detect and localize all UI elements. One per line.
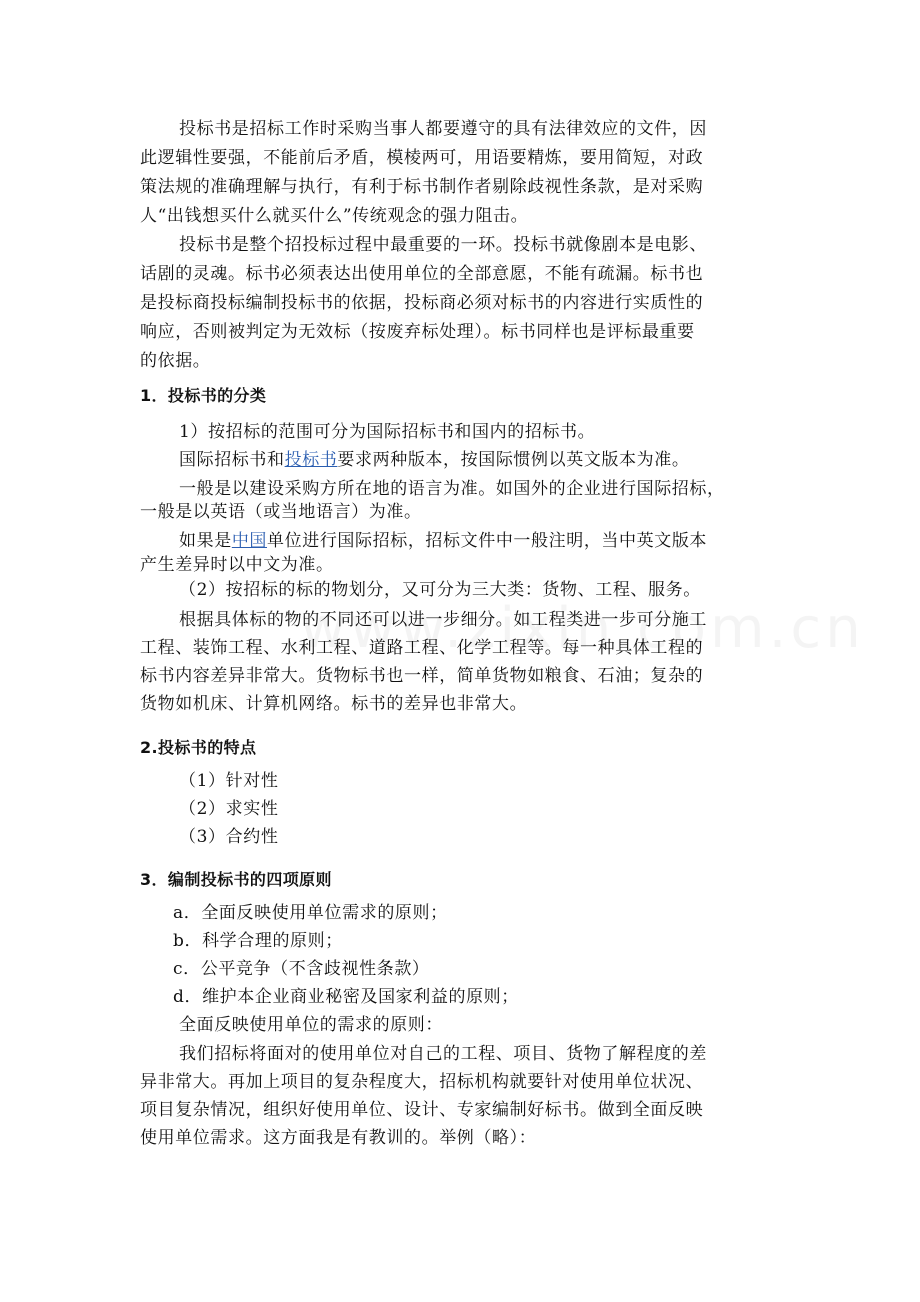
intro-p2-line-2: 话剧的灵魂。标书必须表达出使用单位的全部意愿，不能有疏漏。标书也: [140, 264, 704, 284]
toubiaoshu-link[interactable]: 投标书: [284, 450, 338, 470]
section-3-item-d: d．维护本企业商业秘密及国家利益的原则；: [173, 987, 519, 1007]
section-2-item-1: （1）针对性: [179, 771, 279, 791]
china-text-before: 如果是: [179, 531, 232, 551]
intl-text-before: 国际招标书和: [179, 450, 285, 470]
section-3-para-line-1: 我们招标将面对的使用单位对自己的工程、项目、货物了解程度的差: [179, 1044, 707, 1064]
intl-text-after: 要求两种版本，按国际惯例以英文版本为准。: [337, 450, 690, 470]
intro-p1-line-3: 策法规的准确理解与执行，有利于标书制作者剔除歧视性条款，是对采购: [140, 177, 704, 197]
section-3-para-line-4: 使用单位需求。这方面我是有教训的。举例（略）：: [140, 1128, 537, 1148]
section-3-para-line-2: 异非常大。再加上项目的复杂程度大，招标机构就要针对使用单位状况、: [140, 1072, 704, 1092]
section-2-item-2: （2）求实性: [179, 799, 279, 819]
section-3-sub-heading: 全面反映使用单位的需求的原则：: [179, 1015, 443, 1035]
section-3-item-c: c．公平竞争（不含歧视性条款）: [173, 959, 430, 979]
section-2-heading: 2.投标书的特点: [140, 738, 257, 757]
section-1-detail-line-1: 根据具体标的物的不同还可以进一步细分。如工程类进一步可分施工: [179, 610, 707, 630]
intro-p1-line-4: 人“出钱想买什么就买什么”传统观念的强力阻击。: [140, 206, 529, 226]
intro-p1-line-1: 投标书是招标工作时采购当事人都要遵守的具有法律效应的文件，因: [179, 119, 707, 139]
section-2-item-3: （3）合约性: [179, 827, 279, 847]
intro-p2-line-3: 是投标商投标编制投标书的依据，投标商必须对标书的内容进行实质性的: [140, 293, 704, 313]
intro-p1-line-2: 此逻辑性要强，不能前后矛盾，模棱两可，用语要精炼，要用简短，对政: [140, 148, 704, 168]
section-1-detail-line-4: 货物如机床、计算机网络。标书的差异也非常大。: [140, 694, 528, 714]
section-1-china-line: [179, 529, 707, 553]
intro-p2-line-4: 响应，否则被判定为无效标（按废弃标处理）。标书同样也是评标最重要: [140, 322, 695, 342]
section-1-general-line-1: 一般是以建设采购方所在地的语言为准。如国外的企业进行国际招标，: [179, 479, 725, 499]
intro-p2-line-1: 投标书是整个招投标过程中最重要的一环。投标书就像剧本是电影、: [179, 235, 707, 255]
section-1-general-line-2: 一般是以英语（或当地语言）为准。: [140, 502, 422, 522]
section-1-detail-line-2: 工程、装饰工程、水利工程、道路工程、化学工程等。每一种具体工程的: [140, 638, 704, 658]
intro-p2-line-5: 的依据。: [140, 351, 211, 371]
section-3-para-line-3: 项目复杂情况，组织好使用单位、设计、专家编制好标书。做到全面反映: [140, 1100, 704, 1120]
section-3-heading: 3．编制投标书的四项原则: [140, 870, 332, 889]
section-1-detail-line-3: 标书内容差异非常大。货物标书也一样，简单货物如粮食、石油；复杂的: [140, 666, 704, 686]
section-3-item-b: b．科学合理的原则；: [173, 931, 343, 951]
china-text-after: 单位进行国际招标，招标文件中一般注明，当中英文版本: [267, 531, 708, 551]
section-1-heading: 1．投标书的分类: [140, 386, 267, 405]
section-1-china-line-2: 产生差异时以中文为准。: [140, 555, 334, 575]
section-1-item-1: 1）按招标的范围可分为国际招标书和国内的招标书。: [179, 422, 596, 442]
zhongguo-link[interactable]: 中国: [231, 531, 268, 551]
section-1-item-2: （2）按招标的标的物划分，又可分为三大类：货物、工程、服务。: [179, 580, 701, 600]
section-1-intl-line: [179, 448, 689, 472]
section-3-item-a: a．全面反映使用单位需求的原则；: [173, 903, 448, 923]
